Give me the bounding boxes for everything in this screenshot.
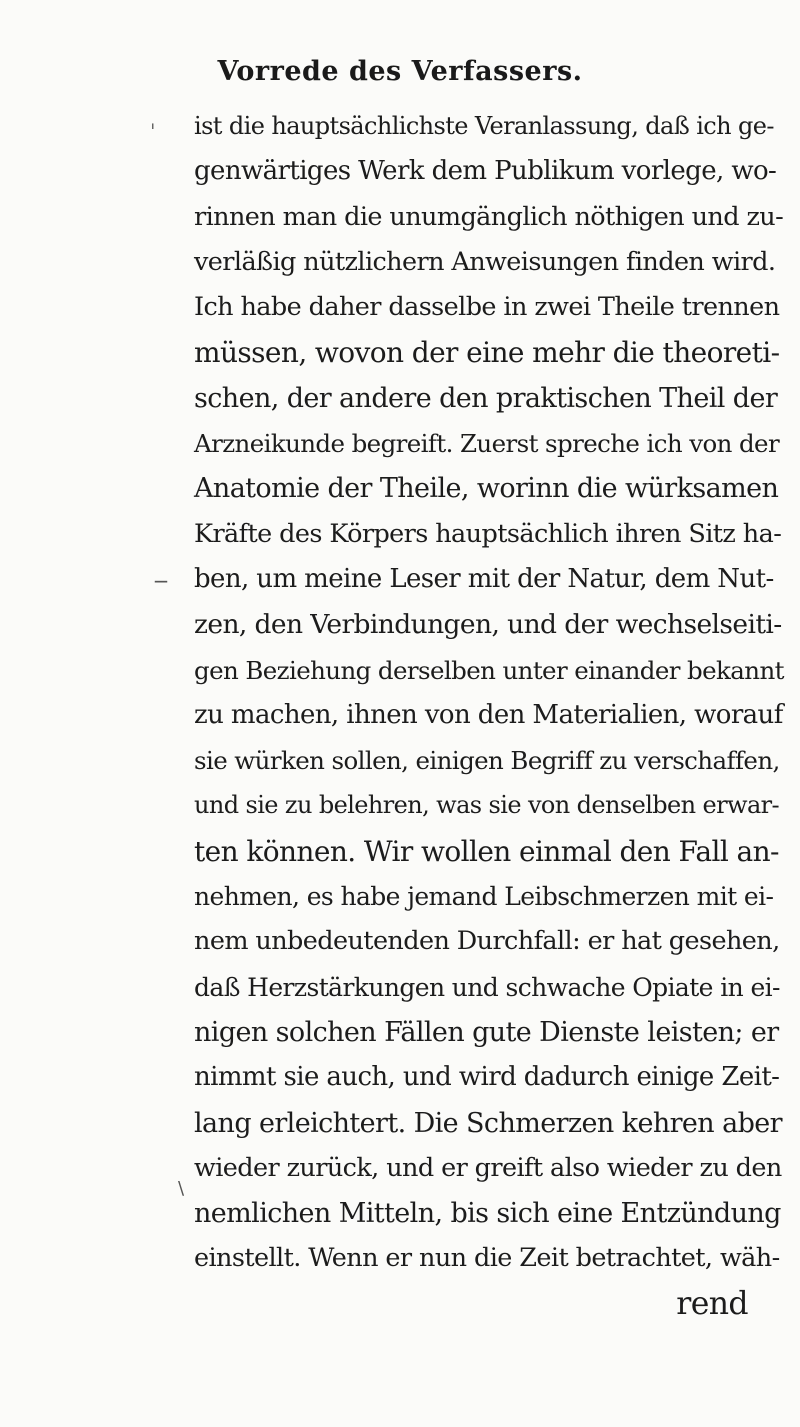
text-line: und sie zu belehren, was sie von denselben erwar- [194, 791, 780, 820]
text-line: sie würken sollen, einigen Begriff zu verschaffen, [194, 746, 780, 776]
text-line: nem unbedeutenden Durchfall: er hat gesehen, [194, 926, 780, 957]
text-line: genwärtiges Werk dem Publikum vorlege, wo- [194, 156, 777, 187]
text-line: ben, um meine Leser mit der Natur, dem Nut- [194, 563, 774, 594]
text-line: Anatomie der Theile, worinn die würksamen [194, 473, 779, 505]
text-line: daß Herzstärkungen und schwache Opiate in ei- [194, 972, 780, 1002]
text-line: rinnen man die unumgänglich nöthigen und zu- [194, 201, 784, 232]
text-line: ist die hauptsächlichste Veranlassung, daß ich ge- [194, 112, 774, 140]
catchword: rend [676, 1285, 748, 1322]
text-line: nimmt sie auch, und wird dadurch einige Zeit- [194, 1062, 780, 1093]
text-line: ten können. Wir wollen einmal den Fall an- [194, 834, 779, 868]
text-line: Arzneikunde begreift. Zuerst spreche ich von der [194, 429, 780, 459]
text-line: Ich habe daher dasselbe in zwei Theile trennen [194, 292, 780, 323]
text-line: nemlichen Mitteln, bis sich eine Entzündung [194, 1198, 781, 1230]
text-line: einstellt. Wenn er nun die Zeit betrachtet, wäh- [194, 1243, 780, 1274]
margin-mark: \ [178, 1178, 185, 1199]
margin-mark: ˈ [150, 120, 156, 144]
text-line: müssen, wovon der eine mehr die theoreti- [194, 336, 780, 370]
text-line: nigen solchen Fällen gute Dienste leisten; er [194, 1016, 779, 1048]
text-line: Kräfte des Körpers hauptsächlich ihren Sitz ha- [194, 518, 782, 549]
text-line: nehmen, es habe jemand Leibschmerzen mit ei- [194, 882, 774, 912]
body-text [194, 104, 784, 1327]
text-line: wieder zurück, und er greift also wieder zu den [194, 1152, 782, 1183]
text-line: schen, der andere den praktischen Theil der [194, 382, 778, 414]
text-line: lang erleichtert. Die Schmerzen kehren aber [194, 1107, 782, 1139]
margin-mark: _ [155, 555, 167, 583]
running-head: Vorrede des Verfassers. [217, 56, 583, 87]
text-line: gen Beziehung derselben unter einander bekannt [194, 655, 784, 685]
text-line: zu machen, ihnen von den Materialien, worauf [194, 699, 783, 730]
text-line: verläßig nützlichern Anweisungen finden wird. [194, 246, 776, 277]
text-line: zen, den Verbindungen, und der wechselseiti- [194, 609, 782, 641]
